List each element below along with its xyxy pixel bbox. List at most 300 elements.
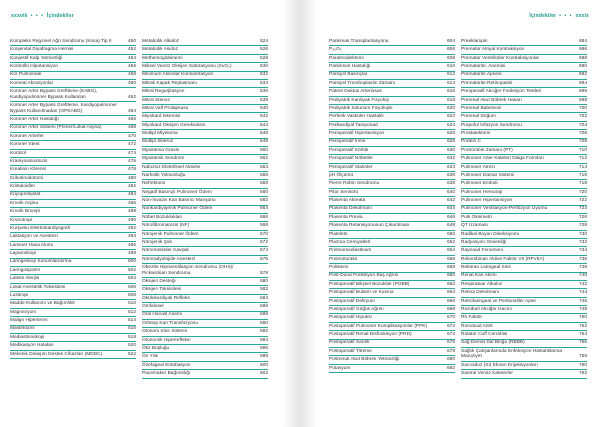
toc-entry-term: Prematürite, Anemisi	[461, 64, 506, 70]
toc-entry[interactable]	[10, 192, 136, 200]
toc-entry[interactable]	[329, 239, 455, 247]
toc-entry-term: Multipl Miyeloma	[142, 131, 178, 137]
toc-entry-page-number: 722	[578, 198, 587, 204]
toc-entry[interactable]	[10, 183, 136, 191]
toc-entry-page-number: 694	[578, 80, 587, 86]
toc-entry[interactable]	[329, 55, 455, 63]
toc-entry[interactable]	[142, 222, 268, 230]
toc-entry-page-number: 628	[446, 139, 455, 145]
toc-entry-page-number: 482	[127, 184, 136, 190]
toc-entry-page-number: 644	[446, 206, 455, 212]
toc-entry[interactable]	[329, 231, 455, 239]
toc-entry-term: Özefageal Entübasyon	[142, 362, 191, 368]
toc-entry[interactable]	[10, 284, 136, 292]
toc-entry[interactable]	[461, 362, 587, 370]
toc-entry-page-number: 502	[127, 267, 136, 273]
toc-entry[interactable]	[142, 362, 268, 370]
toc-entry-page-number: 598	[259, 354, 268, 360]
toc-entry-page-number: 552	[259, 156, 268, 162]
toc-entry[interactable]	[10, 208, 136, 216]
toc-entry-page-number: 450	[127, 38, 136, 44]
toc-entry-page-number: 648	[446, 223, 455, 229]
toc-entry-page-number: 506	[127, 284, 136, 290]
toc-entry[interactable]	[10, 133, 136, 141]
toc-entry[interactable]	[329, 155, 455, 163]
toc-entry[interactable]	[461, 340, 587, 348]
page-number: xxxviii	[11, 13, 28, 19]
toc-entry[interactable]	[461, 113, 587, 121]
toc-entry[interactable]	[142, 206, 268, 214]
toc-entry-term: Nörofibromatozis (NF)	[142, 223, 190, 229]
toc-entry[interactable]	[461, 155, 587, 163]
toc-entry[interactable]	[461, 105, 587, 113]
toc-entry[interactable]	[329, 222, 455, 230]
toc-entry-term: Respiratuar Alkaloz	[461, 281, 503, 287]
toc-column	[142, 38, 268, 379]
toc-entry[interactable]	[142, 312, 268, 320]
toc-entry[interactable]	[142, 122, 268, 130]
toc-entry-page-number: 582	[259, 287, 268, 293]
toc-entry-page-number: 536	[259, 89, 268, 95]
toc-entry[interactable]	[10, 175, 136, 183]
toc-entry[interactable]	[461, 298, 587, 306]
toc-entry[interactable]	[461, 189, 587, 197]
toc-entry-term: Metabolik Asidoz	[142, 47, 178, 53]
toc-entry[interactable]	[461, 214, 587, 222]
toc-entry[interactable]	[142, 303, 268, 311]
toc-entry[interactable]	[329, 63, 455, 71]
toc-entry-page-number: 458	[127, 72, 136, 78]
toc-entry[interactable]	[10, 259, 136, 267]
toc-entry-page-number: 620	[446, 105, 455, 111]
toc-entry[interactable]	[329, 298, 455, 306]
toc-entry[interactable]	[329, 340, 455, 348]
toc-entry-page-number: 756	[578, 340, 587, 346]
gutter-shadow	[282, 0, 300, 427]
toc-entry[interactable]	[142, 97, 268, 105]
toc-entry-term: Pediyatrik Solunum Fizyolojisi	[329, 105, 393, 111]
toc-entry[interactable]	[461, 46, 587, 54]
toc-entry-term: Miksel Venöz Oksijen Satürasyonu (SvO₂)	[142, 64, 232, 70]
toc-entry[interactable]	[10, 267, 136, 275]
toc-entry-page-number: 576	[259, 256, 268, 262]
toc-entry[interactable]	[461, 80, 587, 88]
toc-entry[interactable]	[329, 306, 455, 314]
toc-entry[interactable]	[329, 331, 455, 339]
toc-entry-page-number: 540	[259, 105, 268, 111]
toc-entry[interactable]	[10, 275, 136, 283]
toc-entry[interactable]	[329, 206, 455, 214]
toc-entry-term: Mekonik Dolaşım Destek Cihazları (MDDC)	[10, 351, 103, 357]
toc-entry-term: Oksijen Toksisitesi	[142, 287, 182, 293]
toc-entry[interactable]	[142, 256, 268, 264]
toc-entry[interactable]	[142, 46, 268, 54]
toc-entry-page-number: 498	[127, 251, 136, 257]
toc-entry-page-number: 758	[578, 354, 587, 360]
toc-entry[interactable]	[461, 273, 587, 281]
toc-entry[interactable]	[142, 320, 268, 328]
toc-entry[interactable]	[461, 164, 587, 172]
toc-entry-term: Puls Oksimetri	[461, 214, 492, 220]
toc-entry-page-number: 602	[259, 371, 268, 377]
toc-entry-page-number: 728	[578, 223, 587, 229]
toc-entry[interactable]	[10, 102, 136, 116]
toc-entry[interactable]	[10, 46, 136, 54]
toc-entry[interactable]	[10, 116, 136, 124]
toc-entry[interactable]	[461, 264, 587, 272]
toc-entry[interactable]	[461, 323, 587, 331]
toc-entry-term: Retina Dekolmanı	[461, 290, 500, 296]
toc-entry[interactable]	[10, 326, 136, 334]
toc-entry-page-number: 606	[446, 47, 455, 53]
toc-entry-page-number: 484	[127, 192, 136, 198]
toc-entry-page-number: 500	[127, 259, 136, 265]
toc-entry[interactable]	[10, 342, 136, 350]
toc-entry[interactable]	[142, 370, 268, 378]
toc-entry-term: Myastenia Gravis	[142, 147, 180, 153]
toc-entry[interactable]	[10, 166, 136, 174]
toc-entry-page-number: 472	[127, 142, 136, 148]
toc-entry[interactable]	[142, 139, 268, 147]
toc-entry[interactable]	[142, 295, 268, 303]
toc-entry-page-number: 592	[259, 329, 268, 335]
toc-entry-term: Kraniyosinostozis	[10, 158, 48, 164]
toc-entry-term: Kompleks Rejyonel Ağrı Sendromu (Kosa) Tip II	[10, 38, 112, 44]
toc-entry[interactable]	[461, 281, 587, 289]
toc-entry[interactable]	[10, 125, 136, 133]
toc-entry-term: Koroner Arter Bypass Greftleme, Kardiyopulmoner Bypass Kullanılmadan (OPKABG)	[10, 103, 117, 114]
toc-entry-term: Plasenta Previa	[329, 214, 363, 220]
toc-entry-page-number: 554	[259, 164, 268, 170]
toc-entry[interactable]	[142, 328, 268, 336]
toc-entry[interactable]	[10, 158, 136, 166]
toc-entry[interactable]	[461, 231, 587, 239]
toc-entry[interactable]	[329, 247, 455, 255]
toc-entry[interactable]	[142, 164, 268, 172]
toc-entry[interactable]	[142, 88, 268, 96]
toc-entry[interactable]	[10, 72, 136, 80]
toc-entry[interactable]	[329, 356, 455, 364]
toc-entry[interactable]	[461, 122, 587, 130]
toc-entry[interactable]	[461, 247, 587, 255]
toc-entry-term: Perioperatif Körlük	[329, 147, 369, 153]
toc-entry-term: Laparoskopi	[10, 251, 37, 257]
toc-entry[interactable]	[461, 197, 587, 205]
toc-entry-term: Mitral Stenoz	[142, 97, 170, 103]
toc-entry[interactable]	[329, 289, 455, 297]
toc-entry[interactable]	[142, 72, 268, 80]
toc-entry-term: Parsiyel Basınçlar	[329, 72, 368, 78]
toc-entry[interactable]	[329, 80, 455, 88]
toc-entry-page-number: 750	[578, 315, 587, 321]
toc-entry-page-number: 638	[446, 181, 455, 187]
toc-entry[interactable]	[142, 147, 268, 155]
toc-entry-term: Rh Faktör	[461, 315, 483, 321]
toc-entry-page-number: 578	[259, 270, 268, 276]
toc-entry-term: Rekombinan Aktive Faktör VII (RFVIIA)	[461, 256, 545, 262]
toc-entry-page-number: 676	[446, 340, 455, 346]
toc-entry-term: Preoperatif Akciğer Fonksiyon Testleri	[461, 89, 542, 95]
toc-entry-term: Pulmoner Hemoraji	[461, 189, 503, 195]
toc-entry[interactable]	[461, 222, 587, 230]
toc-entry[interactable]	[329, 189, 455, 197]
toc-entry-term: Koroner Arter Bypass Greftleme (KABG), Kardiyopulmoner Bypass Kullanılan	[10, 89, 98, 100]
toc-entry[interactable]	[461, 370, 587, 378]
toc-entry[interactable]	[142, 38, 268, 46]
toc-entry-term: Plazma Cemiyatlerl	[329, 239, 371, 245]
toc-entry-page-number: 584	[259, 295, 268, 301]
toc-entry[interactable]	[142, 155, 268, 163]
toc-entry-term: Multipl Skleroz	[142, 139, 174, 145]
toc-entry[interactable]	[329, 264, 455, 272]
toc-entry[interactable]	[329, 180, 455, 188]
toc-entry[interactable]	[329, 323, 455, 331]
toc-entry-term: Ön Yük	[142, 354, 158, 360]
toc-entry[interactable]	[10, 200, 136, 208]
toc-entry[interactable]	[329, 105, 455, 113]
toc-entry[interactable]	[461, 256, 587, 264]
toc-entry[interactable]	[461, 180, 587, 188]
toc-entry-page-number: 572	[259, 239, 268, 245]
toc-entry[interactable]	[10, 334, 136, 342]
toc-entry[interactable]	[329, 164, 455, 172]
page-number: xxxix	[575, 13, 589, 19]
toc-columns	[329, 38, 587, 379]
toc-entry[interactable]	[10, 300, 136, 308]
toc-entry[interactable]	[10, 225, 136, 233]
toc-entry-term: Perikardiyal Tamponad	[329, 122, 378, 128]
toc-entry-page-number: 624	[446, 122, 455, 128]
toc-entry[interactable]	[461, 147, 587, 155]
toc-entry[interactable]	[10, 141, 136, 149]
toc-entry-page-number: 754	[578, 332, 587, 338]
toc-entry-term: Koroner Arter Hastalığı	[10, 117, 59, 123]
toc-entry-page-number: 460	[127, 80, 136, 86]
toc-entry-term: Mitral Regurjitasyon	[142, 89, 185, 95]
toc-column	[329, 38, 455, 379]
toc-entry-term: Postoperatif Pulmoner Komplikasyonlar (PPK)	[329, 323, 428, 329]
toc-entry-page-number: 570	[259, 231, 268, 237]
toc-entry[interactable]	[329, 197, 455, 205]
toc-entry-term: Sağlık Çalışanlarında Enfeksiyon Hastalıklarına Maruziyet	[461, 348, 563, 360]
toc-entry-page-number: 720	[578, 189, 587, 195]
toc-entry[interactable]	[329, 72, 455, 80]
toc-entry[interactable]	[329, 130, 455, 138]
toc-entry-term: Prematür Atriyal Kontraksiyon	[461, 47, 525, 53]
toc-entry[interactable]	[329, 122, 455, 130]
toc-entry[interactable]	[10, 351, 136, 359]
toc-entry-page-number: 696	[578, 89, 587, 95]
toc-entry[interactable]	[461, 88, 587, 96]
toc-entry[interactable]	[329, 38, 455, 46]
toc-entry-term: Postoperatif Renal Disfonksiyon (PRD)	[329, 332, 412, 338]
toc-entry[interactable]	[461, 206, 587, 214]
toc-entry[interactable]	[461, 331, 587, 339]
toc-entry-term: Plasenta Dekolmanı	[329, 206, 372, 212]
toc-entry-page-number: 486	[127, 200, 136, 206]
toc-entry-term: Parkinson Hastalığı	[329, 64, 371, 70]
toc-entry-term: Koroner Arterler	[10, 133, 44, 139]
toc-entry[interactable]	[142, 353, 268, 361]
toc-entry[interactable]	[10, 292, 136, 300]
toc-entry[interactable]	[329, 273, 455, 281]
toc-entry-term: Sağ Demet Dal Bloğu (RBBB)	[461, 340, 525, 346]
toc-entry[interactable]	[10, 38, 136, 46]
running-head	[529, 13, 589, 19]
gutter-shadow	[300, 0, 318, 427]
toc-column	[461, 38, 587, 379]
toc-entry[interactable]	[142, 337, 268, 345]
toc-entry[interactable]	[10, 150, 136, 158]
toc-entry[interactable]	[142, 197, 268, 205]
toc-entry[interactable]	[461, 63, 587, 71]
toc-entry-page-number: 664	[446, 290, 455, 296]
toc-entry[interactable]	[142, 189, 268, 197]
toc-entry-term: Postoperatif Deliryum	[329, 298, 375, 304]
toc-entry-page-number: 686	[578, 47, 587, 53]
toc-entry-page-number: 692	[578, 72, 587, 78]
toc-entry-page-number: 566	[259, 214, 268, 220]
toc-entry-term: Parsiyel Tromboplastin Zamanı	[329, 80, 396, 86]
toc-entry-page-number: 674	[446, 332, 455, 338]
toc-entry[interactable]	[142, 247, 268, 255]
toc-entry-page-number: 742	[578, 281, 587, 287]
toc-entry-term: Magnezyum	[10, 309, 37, 315]
toc-entry[interactable]	[461, 97, 587, 105]
section-title: İçindekiler	[46, 13, 74, 19]
toc-entry-page-number: 698	[578, 97, 587, 103]
toc-entry[interactable]	[329, 314, 455, 322]
separator-dots: • • •	[30, 13, 44, 19]
toc-entry-page-number: 718	[578, 181, 587, 187]
toc-entry[interactable]	[142, 231, 268, 239]
toc-entry[interactable]	[142, 172, 268, 180]
toc-entry[interactable]	[329, 281, 455, 289]
toc-entry[interactable]	[329, 256, 455, 264]
toc-entry-term: Pankreas Transplantasyonu	[329, 38, 389, 44]
toc-entry[interactable]	[10, 55, 136, 63]
toc-entry-term: Prerenal Babesiozi	[461, 105, 502, 111]
toc-entry-page-number: 508	[127, 292, 136, 298]
toc-entry-page-number: 616	[446, 89, 455, 95]
toc-entry[interactable]	[142, 239, 268, 247]
toc-entry[interactable]	[142, 180, 268, 188]
toc-entry-page-number: 622	[446, 114, 455, 120]
toc-entry-page-number: 516	[127, 326, 136, 332]
toc-entry[interactable]	[461, 348, 587, 362]
toc-entry[interactable]	[142, 55, 268, 63]
toc-entry[interactable]	[142, 345, 268, 353]
toc-entry-page-number: 542	[259, 114, 268, 120]
toc-entry[interactable]	[10, 88, 136, 102]
toc-entry[interactable]	[142, 63, 268, 71]
toc-entry-page-number: 714	[578, 164, 587, 170]
toc-entry[interactable]	[461, 130, 587, 138]
toc-entry-term: Kreatinin Klirensi	[10, 167, 46, 173]
toc-entry-term: Methemoglobinemi	[142, 55, 183, 61]
toc-entry-term: Potasyum	[329, 365, 351, 371]
toc-entry-term: Lokal Anestetik Toksisitesi	[10, 284, 66, 290]
toc-entry-term: Madde Kullanımı ve Bağımlılık	[10, 301, 75, 307]
toc-entry-page-number: 588	[259, 312, 268, 318]
toc-entry-page-number: 504	[127, 276, 136, 282]
toc-entry-term: Pulmoner Arter Kateteri Dalga Formları	[461, 156, 544, 162]
toc-entry[interactable]	[461, 55, 587, 63]
toc-entry[interactable]	[329, 46, 455, 54]
toc-entry[interactable]	[142, 264, 268, 278]
toc-entry-page-number: 706	[578, 131, 587, 137]
toc-entry[interactable]	[461, 139, 587, 147]
toc-entry-term: Kronotropi	[10, 217, 33, 223]
toc-entry-term: Paratiroidektomi	[329, 55, 364, 61]
toc-entry-term: Pulmoner Emboli	[461, 181, 498, 187]
toc-entry-term: Malign Hipertermi	[10, 318, 48, 324]
toc-entry[interactable]	[10, 233, 136, 241]
toc-entry-page-number: 690	[578, 64, 587, 70]
toc-entry[interactable]	[10, 63, 136, 71]
toc-entry[interactable]	[10, 317, 136, 325]
toc-entry-term: Plasenta Akreata	[329, 198, 366, 204]
toc-entry[interactable]	[142, 130, 268, 138]
toc-entry[interactable]	[142, 278, 268, 286]
toc-entry[interactable]	[142, 105, 268, 113]
toc-entry-page-number: 488	[127, 209, 136, 215]
toc-entry[interactable]	[142, 113, 268, 121]
toc-entry[interactable]	[329, 139, 455, 147]
toc-entry[interactable]	[461, 239, 587, 247]
toc-entry[interactable]	[329, 88, 455, 96]
toc-entry-term: Mastektomi	[10, 326, 35, 332]
toc-entry[interactable]	[461, 306, 587, 314]
toc-entry[interactable]	[10, 250, 136, 258]
toc-entry-term: Rezidüel Akciğer Hacmi	[461, 306, 512, 312]
toc-entry[interactable]	[461, 289, 587, 297]
toc-entry-page-number: 608	[446, 55, 455, 61]
toc-entry[interactable]	[329, 172, 455, 180]
toc-entry-term: Prostatektomi	[461, 131, 491, 137]
toc-entry[interactable]	[142, 214, 268, 222]
toc-entry-page-number: 678	[446, 348, 455, 354]
toc-entry[interactable]	[10, 242, 136, 250]
toc-entry[interactable]	[461, 314, 587, 322]
toc-entry[interactable]	[461, 38, 587, 46]
toc-entry-term: Nonkardiyojenik Pulmoner Ödem	[142, 206, 213, 212]
toc-entry-page-number: 760	[578, 362, 587, 368]
toc-entry[interactable]	[10, 80, 136, 88]
toc-entry[interactable]	[329, 214, 455, 222]
toc-entry-page-number: 524	[259, 38, 268, 44]
toc-entry[interactable]	[10, 309, 136, 317]
toc-entry[interactable]	[329, 97, 455, 105]
toc-entry[interactable]	[329, 348, 455, 356]
toc-entry-page-number: 684	[578, 38, 587, 44]
toc-entry[interactable]	[329, 147, 455, 155]
toc-entry-page-number: 636	[446, 172, 455, 178]
toc-entry[interactable]	[461, 172, 587, 180]
toc-entry-page-number: 610	[446, 64, 455, 70]
toc-entry-term: Perioperatif Hipertansiyon	[329, 131, 385, 137]
toc-entry[interactable]	[461, 72, 587, 80]
toc-entry[interactable]	[142, 80, 268, 88]
toc-entry-term: Postoperatif Hipoksi	[329, 315, 372, 321]
toc-entry[interactable]	[329, 365, 455, 373]
toc-entry-page-number: 700	[578, 105, 587, 111]
toc-entry[interactable]	[10, 217, 136, 225]
toc-entry-term: Korneal Abrazyonlar	[10, 80, 54, 86]
toc-entry[interactable]	[142, 286, 268, 294]
toc-entry-term: Miyokard Oksijen Gereksinimi	[142, 122, 206, 128]
toc-entry[interactable]	[329, 113, 455, 121]
